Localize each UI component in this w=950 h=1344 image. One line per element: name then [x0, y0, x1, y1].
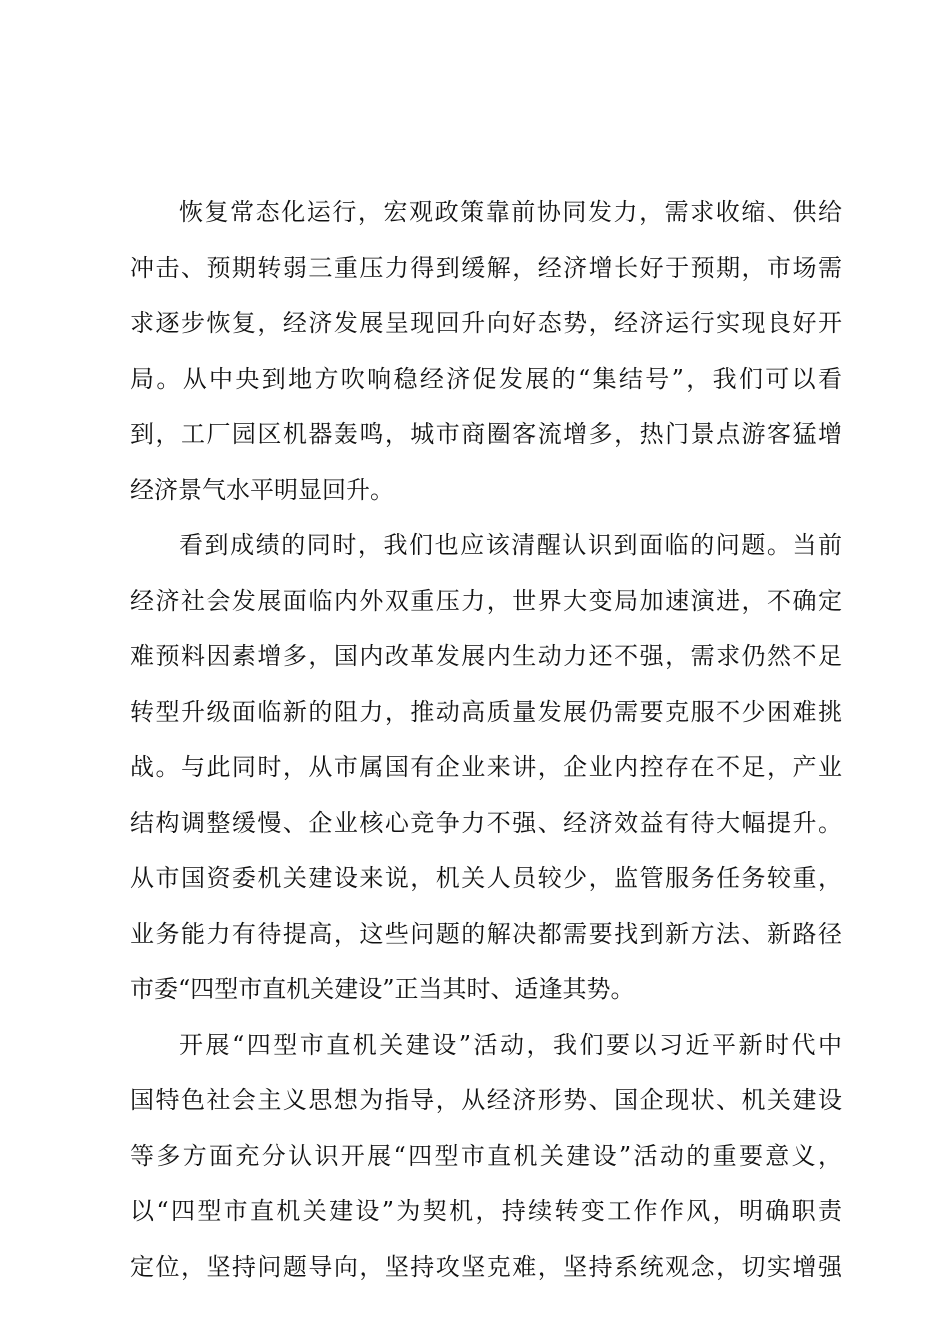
- text-line: 求逐步恢复，经济发展呈现回升向好态势，经济运行实现良好开: [130, 309, 842, 337]
- body-text: [130, 185, 842, 1295]
- text-line: 市委“四型市直机关建设”正当其时、适逢其势。: [130, 975, 635, 1003]
- text-line: 冲击、预期转弱三重压力得到缓解，经济增长好于预期，市场需: [130, 253, 842, 282]
- text-line: 恢复常态化运行，宏观政策靠前协同发力，需求收缩、供给: [179, 198, 842, 226]
- text-line: 从市国资委机关建设来说，机关人员较少，监管服务任务较重，: [130, 864, 842, 892]
- text-line: 战。与此同时，从市属国有企业来讲，企业内控存在不足，产业: [130, 753, 842, 781]
- text-line: 结构调整缓慢、企业核心竞争力不强、经济效益有待大幅提升。: [130, 808, 842, 837]
- text-line: 到，工厂园区机器轰鸣，城市商圈客流增多，热门景点游客猛增: [130, 420, 842, 448]
- text-line: 国特色社会主义思想为指导，从经济形势、国企现状、机关建设: [130, 1086, 842, 1114]
- text-line: 业务能力有待提高，这些问题的解决都需要找到新方法、新路径: [130, 919, 842, 948]
- text-line: 等多方面充分认识开展“四型市直机关建设”活动的重要意义，: [130, 1141, 842, 1170]
- paragraph-3: [130, 1018, 842, 1296]
- text-line: 开展“四型市直机关建设”活动，我们要以习近平新时代中: [179, 1030, 842, 1059]
- text-line: 经济社会发展面临内外双重压力，世界大变局加速演进，不确定: [130, 586, 842, 615]
- text-line: 转型升级面临新的阻力，推动高质量发展仍需要克服不少困难挑: [130, 697, 842, 726]
- paragraph-2: [130, 518, 842, 1018]
- text-line: 局。从中央到地方吹响稳经济促发展的“集结号”，我们可以看: [130, 364, 842, 393]
- text-line: 以“四型市直机关建设”为契机，持续转变工作作风，明确职责: [130, 1197, 842, 1225]
- text-line: 难预料因素增多，国内改革发展内生动力还不强，需求仍然不足: [130, 642, 842, 670]
- text-line: 看到成绩的同时，我们也应该清醒认识到面临的问题。当前: [179, 531, 842, 559]
- paragraph-1: [130, 185, 842, 518]
- text-line: 经济景气水平明显回升。: [130, 475, 394, 504]
- text-line: 定位，坚持问题导向，坚持攻坚克难，坚持系统观念，切实增强: [130, 1252, 842, 1281]
